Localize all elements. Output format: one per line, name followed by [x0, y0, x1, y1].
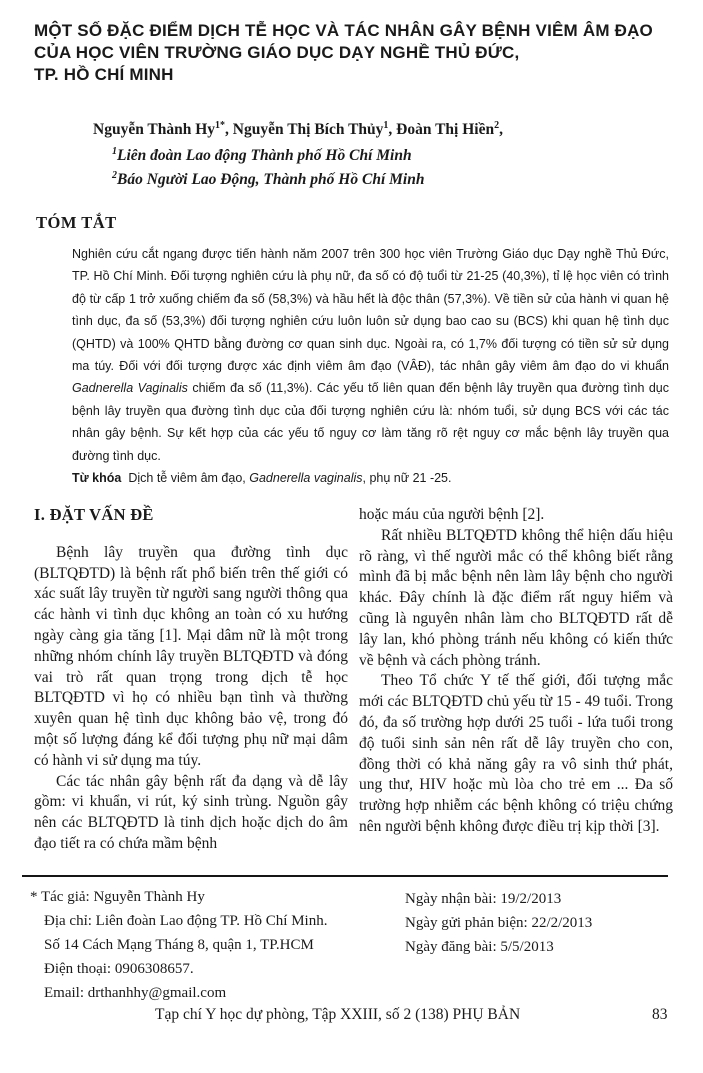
- authors-line: [93, 120, 653, 140]
- author-name: , Đoàn Thị Hiền: [388, 121, 495, 138]
- section-heading-intro: I. ĐẶT VẤN ĐỀ: [34, 505, 154, 524]
- paragraph: hoặc máu của người bệnh [2].: [359, 506, 545, 523]
- abstract-text: Nghiên cứu cắt ngang được tiến hành năm 2007 trên 300 học viên Trường Giáo dục Dạy nghề Thủ Đức, TP. Hồ Chí Minh. Đối tượng nghiên cứu là phụ nữ, đa số có độ tuổi từ 21-25 (40,3%), tỉ lệ học viên có trình độ từ cấp 1 trở xuống chiếm đa số (58,3%) và hầu hết là độc thân (57,3%). Về tiền sử của hành vi quan hệ tình dục, đa số (53,3%) đối tượng nghiên cứu luôn luôn sử dụng bao cao su (BCS) khi quan hệ tình dục (QHTD) và 100% QHTD bằng đường cơ quan sinh dục. Ngoài ra, có 1,7% đối tượng có tiền sử sử dụng ma túy. Đối với đối tượng được xác định viêm âm đạo (VÂĐ), tác nhân gây viêm âm đạo do vi khuẩn: [72, 247, 669, 374]
- affiliation-superscript: 2: [112, 169, 117, 181]
- paragraph: Rất nhiều BLTQĐTD không thể hiện dấu hiệu rõ ràng, vì thế người mắc có thể không biết rằng mình đã bị mắc bệnh nên làm lây bệnh cho người khác. Đây chính là đặc điểm rất nguy hiểm và cũng là nguyên nhân làm cho BLTQĐTD rất dễ lây lan, khó phòng tránh nếu không có kiến thức về bệnh và cách phòng tránh.: [359, 526, 673, 669]
- footnote-line: Số 14 Cách Mạng Tháng 8, quận 1, TP.HCM: [44, 937, 314, 953]
- footnote-date-line: Ngày đăng bài: 5/5/2013: [405, 939, 554, 955]
- keywords-label: Từ khóa: [72, 471, 122, 486]
- affiliation-1: [112, 146, 632, 166]
- abstract-body: [72, 243, 669, 467]
- introduction-section: [34, 505, 673, 855]
- footnote-date-line: Ngày gửi phản biện: 22/2/2013: [405, 915, 593, 931]
- footnote-dates-block: [405, 887, 685, 959]
- authors-trailing-comma: ,: [499, 121, 503, 138]
- intro-right-column: [359, 505, 673, 855]
- keywords-species-italic: Gadnerella vaginalis: [249, 471, 363, 486]
- keywords-line: [72, 467, 669, 489]
- journal-footer: [0, 1006, 703, 1030]
- author-name: Nguyễn Thành Hy: [93, 121, 216, 138]
- author-superscript: 1*: [215, 119, 226, 131]
- footnote-line: * Tác giả: Nguyễn Thành Hy: [30, 889, 205, 905]
- abstract-heading: TÓM TẮT: [36, 213, 117, 232]
- footnote-date-line: Ngày nhận bài: 19/2/2013: [405, 891, 562, 907]
- footnote-author-block: [30, 885, 390, 1005]
- paragraph: Theo Tổ chức Y tế thế giới, đối tượng mắc mới các BLTQĐTD chủ yếu từ 15 - 49 tuổi. Trong đó, đa số trường hợp dưới 25 tuổi - lứa tuổi trong độ tuổi sinh sản nên rất dễ lây truyền cho con, đồng thời có khả năng gây ra vô sinh thứ phát, ung thư, HIV hoặc mù lòa cho trẻ em ... Đa số trường hợp nhiễm các bệnh không có triệu chứng nên người bệnh không được điều trị kịp thời [3].: [359, 672, 673, 835]
- article-title-line: TP. HỒ CHÍ MINH: [34, 65, 174, 84]
- affiliation-superscript: 1: [112, 145, 117, 157]
- affiliation-text: Liên đoàn Lao động Thành phố Hồ Chí Minh: [117, 147, 412, 164]
- intro-left-column: [34, 505, 348, 855]
- abstract-block: [72, 243, 669, 489]
- paragraph: Các tác nhân gây bệnh rất đa dạng và dễ lây gồm: vi khuẩn, vi rút, ký sinh trùng. Nguồn gây nên các BLTQĐTD là tinh dịch hoặc dịch do âm đạo tiết ra có chứa mầm bệnh: [34, 772, 348, 852]
- footnote-line: Địa chỉ: Liên đoàn Lao động TP. Hồ Chí Minh.: [44, 913, 328, 929]
- author-name: , Nguyễn Thị Bích Thủy: [225, 121, 384, 138]
- footnote-line: Điện thoại: 0906308657.: [44, 961, 194, 977]
- footnote-divider: [22, 875, 668, 877]
- abstract-text: chiếm đa số (11,3%). Các yếu tố liên quan đến bệnh lây truyền qua đường tình dục bệnh lây truyền qua đường tình dục của đối tượng nghiên cứu là: nhóm tuổi, sử dụng BCS với các tác nhân gây bệnh. Sự kết hợp của các yếu tố nguy cơ làm tăng rõ rệt nguy cơ mắc bệnh lây truyền qua đường tình dục.: [72, 381, 670, 463]
- article-title-line: CỦA HỌC VIÊN TRƯỜNG GIÁO DỤC DẠY NGHỀ THỦ ĐỨC,: [34, 43, 520, 62]
- page-number: 83: [652, 1006, 668, 1023]
- paragraph: Bệnh lây truyền qua đường tình dục (BLTQĐTD) là bệnh rất phổ biến trên thế giới có xác suất lây truyền từ người sang người thông qua các hành vi tình dục không an toàn có xu hướng ngày càng gia tăng [1]. Mại dâm nữ là một trong những nhóm chính lây truyền BLTQĐTD và đóng vai trò rất quan trọng trong dịch tễ học BLTQĐTD vì họ có nhiều bạn tình và thường xuyên quan hệ tình dục không bảo vệ, trong đó một số lượng đáng kể đối tượng phụ nữ mại dâm có hành vi sử dụng ma túy.: [34, 543, 348, 769]
- article-title-line: MỘT SỐ ĐẶC ĐIỂM DỊCH TỄ HỌC VÀ TÁC NHÂN GÂY BỆNH VIÊM ÂM ĐẠO: [34, 21, 653, 40]
- author-superscript: 2: [494, 119, 500, 131]
- species-name-italic: Gadnerella Vaginalis: [72, 381, 188, 396]
- affiliation-text: Báo Người Lao Động, Thành phố Hồ Chí Minh: [117, 171, 425, 188]
- footnote-email-line: Email: drthanhhy@gmail.com: [44, 985, 227, 1001]
- affiliation-2: [112, 170, 632, 190]
- article-title: [34, 20, 679, 86]
- author-superscript: 1: [383, 119, 389, 131]
- keywords-text: Dịch tễ viêm âm đạo,: [128, 471, 250, 486]
- journal-title: Tạp chí Y học dự phòng, Tập XXIII, số 2 (138) PHỤ BẢN: [155, 1006, 521, 1023]
- keywords-text: , phụ nữ 21 -25.: [362, 471, 452, 486]
